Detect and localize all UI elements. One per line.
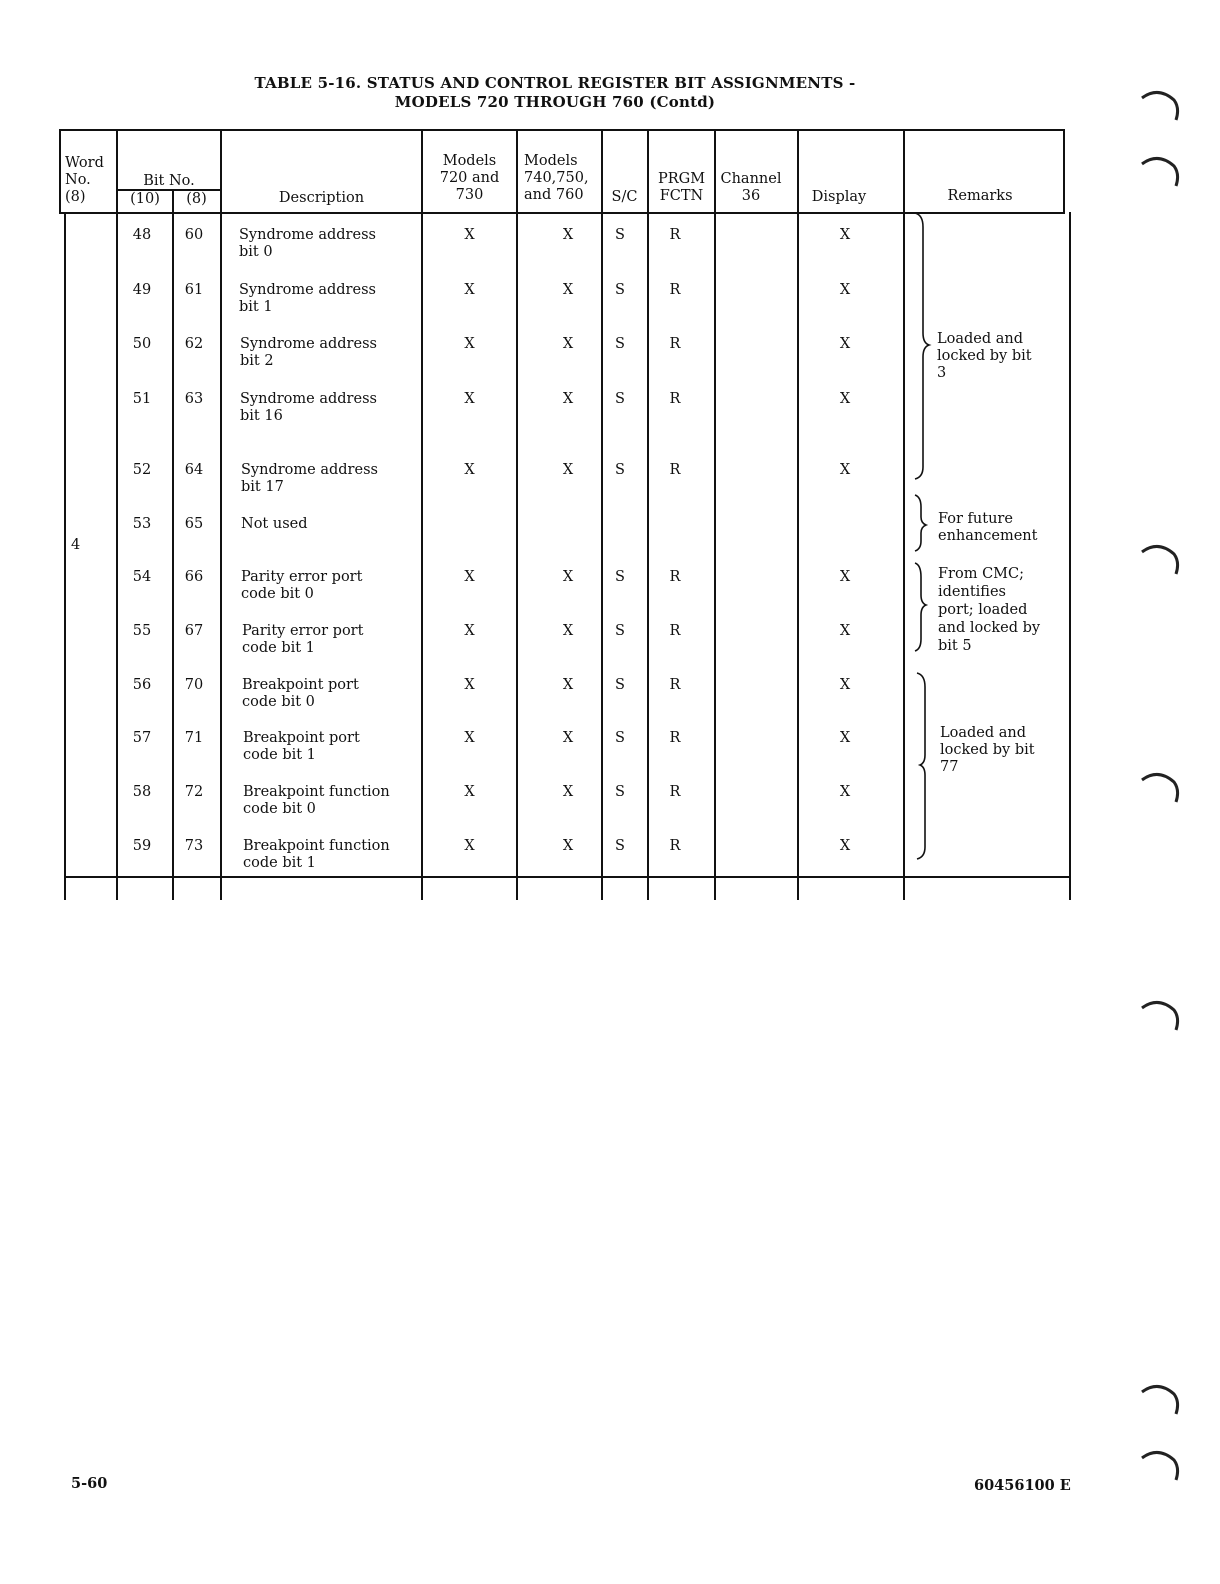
models-740-cell: X: [562, 569, 574, 585]
remark-loaded-bit-3: Loaded and locked by bit 3: [937, 331, 1032, 381]
display-cell: X: [839, 462, 851, 478]
col-line: [516, 129, 518, 900]
binder-hole-mark: [1140, 1446, 1184, 1482]
bit-8-cell: 70: [184, 677, 204, 693]
bit-8-cell: 61: [184, 282, 204, 298]
bit-10-cell: 48: [132, 227, 152, 243]
display-cell: X: [839, 227, 851, 243]
bit-10-cell: 54: [132, 569, 152, 585]
sc-cell: S: [615, 336, 625, 352]
models-740-cell: X: [562, 227, 574, 243]
document-number: 60456100 E: [974, 1477, 1071, 1494]
header-sc: S/C: [611, 189, 638, 205]
models-720-cell: X: [464, 282, 475, 298]
bit-10-cell: 53: [132, 516, 152, 532]
col-line: [1063, 129, 1065, 214]
bit-8-cell: 71: [184, 730, 204, 746]
brace-future: [915, 495, 926, 551]
bit-8-cell: 67: [184, 623, 204, 639]
sc-cell: S: [615, 677, 625, 693]
models-740-cell: X: [562, 677, 574, 693]
header-bit-8: (8): [186, 191, 207, 207]
display-cell: X: [839, 391, 851, 407]
prgm-cell: R: [669, 784, 681, 800]
description-cell: Parity error port code bit 0: [241, 569, 363, 602]
header-prgm-fctn: PRGM FCTN: [657, 171, 706, 204]
models-720-cell: X: [464, 569, 475, 585]
bit-8-cell: 66: [184, 569, 204, 585]
title-line-2: MODELS 720 THROUGH 760 (Contd): [394, 93, 716, 111]
models-720-cell: X: [464, 391, 475, 407]
display-cell: X: [839, 730, 851, 746]
table-bottom-rule: [64, 876, 1070, 878]
bit-10-cell: 58: [132, 784, 152, 800]
models-740-cell: X: [562, 623, 574, 639]
bit-10-cell: 52: [132, 462, 152, 478]
bit-8-cell: 72: [184, 784, 204, 800]
description-cell: Breakpoint function code bit 1: [243, 838, 390, 871]
prgm-cell: R: [669, 569, 681, 585]
display-cell: X: [839, 623, 851, 639]
bit-10-cell: 56: [132, 677, 152, 693]
binder-hole-mark: [1140, 86, 1184, 122]
prgm-cell: R: [669, 623, 681, 639]
sc-cell: S: [615, 569, 625, 585]
bit-8-cell: 62: [184, 336, 204, 352]
binder-hole-mark: [1140, 1380, 1184, 1416]
bit-8-cell: 64: [184, 462, 204, 478]
models-740-cell: X: [562, 784, 574, 800]
binder-hole-mark: [1140, 996, 1184, 1032]
description-cell: Breakpoint port code bit 1: [243, 730, 360, 763]
description-cell: Syndrome address bit 17: [241, 462, 378, 495]
display-cell: X: [839, 838, 851, 854]
sc-cell: S: [615, 282, 625, 298]
col-line: [220, 129, 222, 900]
bit-10-cell: 51: [132, 391, 152, 407]
sc-cell: S: [615, 462, 625, 478]
col-line: [59, 129, 61, 214]
prgm-cell: R: [669, 227, 681, 243]
col-line: [1069, 212, 1071, 900]
models-720-cell: X: [464, 730, 475, 746]
models-720-cell: X: [464, 677, 475, 693]
bit-10-cell: 59: [132, 838, 152, 854]
header-models-740: Models 740,750, and 760: [524, 153, 589, 203]
prgm-cell: R: [669, 462, 681, 478]
title-line-1: TABLE 5-16. STATUS AND CONTROL REGISTER BIT ASSIGNMENTS -: [254, 74, 856, 92]
col-line: [714, 129, 716, 900]
sc-cell: S: [615, 391, 625, 407]
prgm-cell: R: [669, 730, 681, 746]
models-720-cell: X: [464, 838, 475, 854]
header-bit-no: Bit No.: [143, 173, 195, 189]
models-720-cell: X: [464, 336, 475, 352]
header-remarks: Remarks: [947, 188, 1013, 204]
brace-loaded-bit-3: [915, 213, 929, 479]
description-cell: Breakpoint function code bit 0: [243, 784, 390, 817]
sc-cell: S: [615, 730, 625, 746]
header-channel-36: Channel 36: [720, 171, 782, 204]
bit-10-cell: 55: [132, 623, 152, 639]
remark-from-cmc: From CMC; identifies port; loaded and locked by bit 5: [938, 566, 1041, 654]
description-cell: Syndrome address bit 2: [240, 336, 377, 369]
header-description: Description: [278, 190, 365, 206]
word-number: 4: [71, 537, 81, 553]
sc-cell: S: [615, 838, 625, 854]
models-740-cell: X: [562, 462, 574, 478]
col-line: [64, 212, 66, 900]
display-cell: X: [839, 336, 851, 352]
header-bit-10: (10): [130, 191, 160, 207]
models-740-cell: X: [562, 391, 574, 407]
description-cell: Parity error port code bit 1: [242, 623, 364, 656]
sc-cell: S: [615, 227, 625, 243]
bit-8-cell: 60: [184, 227, 204, 243]
brace-loaded-bit-77: [917, 673, 925, 859]
description-cell: Syndrome address bit 0: [239, 227, 376, 260]
remark-loaded-bit-77: Loaded and locked by bit 77: [940, 725, 1035, 775]
display-cell: X: [839, 569, 851, 585]
prgm-cell: R: [669, 336, 681, 352]
remark-future: For future enhancement: [938, 511, 1038, 544]
description-cell: Breakpoint port code bit 0: [242, 677, 359, 710]
prgm-cell: R: [669, 838, 681, 854]
bit-10-cell: 57: [132, 730, 152, 746]
description-cell: Syndrome address bit 16: [240, 391, 377, 424]
models-740-cell: X: [562, 282, 574, 298]
models-740-cell: X: [562, 336, 574, 352]
header-models-720: Models 720 and 730: [439, 153, 500, 203]
description-cell: Not used: [241, 516, 308, 532]
header-display: Display: [811, 189, 867, 205]
bit-8-cell: 65: [184, 516, 204, 532]
binder-hole-mark: [1140, 152, 1184, 188]
binder-hole-mark: [1140, 540, 1184, 576]
models-740-cell: X: [562, 838, 574, 854]
prgm-cell: R: [669, 391, 681, 407]
description-cell: Syndrome address bit 1: [239, 282, 376, 315]
models-720-cell: X: [464, 784, 475, 800]
table-top-rule: [59, 129, 1064, 131]
bit-8-cell: 63: [184, 391, 204, 407]
header-word-no: Word No. (8): [65, 155, 104, 205]
sc-cell: S: [615, 623, 625, 639]
display-cell: X: [839, 677, 851, 693]
prgm-cell: R: [669, 282, 681, 298]
display-cell: X: [839, 784, 851, 800]
bit-10-cell: 49: [132, 282, 152, 298]
display-cell: X: [839, 282, 851, 298]
models-720-cell: X: [464, 462, 475, 478]
models-720-cell: X: [464, 623, 475, 639]
binder-hole-mark: [1140, 768, 1184, 804]
prgm-cell: R: [669, 677, 681, 693]
sc-cell: S: [615, 784, 625, 800]
bit-10-cell: 50: [132, 336, 152, 352]
models-740-cell: X: [562, 730, 574, 746]
page-number: 5-60: [71, 1475, 108, 1492]
brace-from-cmc: [915, 563, 926, 651]
models-720-cell: X: [464, 227, 475, 243]
bit-8-cell: 73: [184, 838, 204, 854]
